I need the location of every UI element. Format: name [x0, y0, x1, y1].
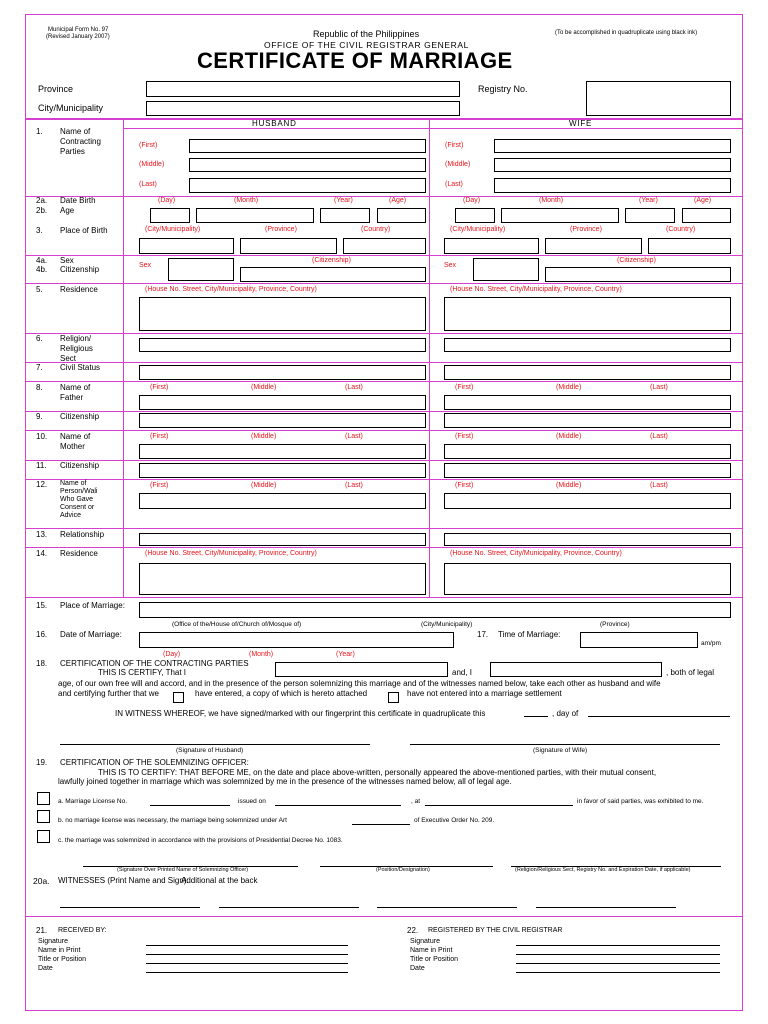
husband-middle-caption: (Middle) — [139, 161, 165, 168]
row-divider — [25, 381, 743, 382]
wife-civil-status-field[interactable] — [444, 365, 731, 380]
husband-year-caption: (Year) — [334, 197, 353, 204]
province-field[interactable] — [146, 81, 460, 97]
husband-province-caption: (Province) — [265, 226, 297, 233]
cert18-day-of: , day of — [552, 709, 579, 718]
item-number: 14. — [36, 549, 48, 558]
label-col-divider — [123, 118, 124, 598]
husband-consent-middle-caption: (Middle) — [251, 482, 277, 489]
row-divider — [25, 528, 743, 529]
city-caption: (City/Municipality) — [421, 621, 473, 628]
husband-month-caption: (Month) — [234, 197, 259, 204]
cert18-this-is: THIS IS CERTIFY, That I — [98, 668, 187, 677]
husband-first-name-field[interactable] — [189, 139, 426, 153]
wife-father-first-caption: (First) — [455, 384, 474, 391]
cert18-heading: CERTIFICATION OF THE CONTRACTING PARTIES — [60, 659, 249, 668]
wife-birth-year-field[interactable] — [625, 208, 675, 223]
husband-religion-field[interactable] — [139, 338, 426, 352]
husband-consent-last-caption: (Last) — [345, 482, 363, 489]
date-marriage-field[interactable] — [139, 632, 454, 648]
husband-citizenship-field[interactable] — [240, 267, 426, 282]
row-divider — [25, 479, 743, 480]
date-marriage-label: Date of Marriage: — [60, 630, 122, 639]
solemnizing-signature-caption: (Signature Over Printed Name of Solemnizing Officer) — [117, 867, 249, 873]
registered-position-label: Title or Position — [410, 956, 458, 963]
received-position-line[interactable] — [146, 963, 348, 964]
husband-age-caption: (Age) — [389, 197, 407, 204]
husband-birth-province-field[interactable] — [240, 238, 337, 254]
solemnizing-religion-caption: (Religion/Religious Sect, Registry No. and Expiration Date, if applicable) — [515, 867, 691, 873]
residence-label: Residence — [60, 285, 98, 294]
relationship-label: Relationship — [60, 530, 105, 539]
marriage-month-caption: (Month) — [249, 651, 274, 658]
husband-birth-month-field[interactable] — [196, 208, 314, 223]
place-marriage-field[interactable] — [139, 602, 731, 618]
wife-birth-country-field[interactable] — [648, 238, 731, 254]
license-place-line[interactable] — [425, 805, 573, 806]
husband-mother-middle-caption: (Middle) — [251, 433, 277, 440]
registered-position-line[interactable] — [516, 963, 720, 964]
wife-middle-name-field[interactable] — [494, 158, 731, 172]
row-divider — [25, 333, 743, 334]
party-one-name-field[interactable] — [275, 662, 448, 677]
husband-consent-first-caption: (First) — [150, 482, 169, 489]
option-b-checkbox[interactable] — [37, 810, 50, 823]
cert18-witness: IN WITNESS WHEREOF, we have signed/marked with our fingerprint this certificate in quadruplicate this — [115, 709, 486, 718]
wife-day-caption: (Day) — [463, 197, 481, 204]
wife-father-last-caption: (Last) — [650, 384, 668, 391]
wife-middle-caption: (Middle) — [445, 161, 471, 168]
husband-residence-field[interactable] — [139, 297, 426, 331]
received-date-label: Date — [38, 965, 53, 972]
wife-province-caption: (Province) — [570, 226, 602, 233]
option-b-label: b. no marriage license was necessary, the marriage being solemnized under Art — [58, 817, 287, 824]
registered-date-line[interactable] — [516, 972, 720, 973]
mid-col-divider — [429, 118, 430, 598]
name-contracting-label: Name of Contracting Parties — [60, 127, 101, 156]
city-label: City/Municipality — [38, 103, 104, 113]
husband-consent-residence-caption: (House No. Street, City/Municipality, Province, Country) — [145, 550, 317, 557]
form-revised: (Revised January 2007) — [46, 34, 110, 40]
witnesses-label: WITNESSES (Print Name and Sign): — [58, 876, 189, 885]
option-a-label: a. Marriage License No. — [58, 798, 128, 805]
wife-mother-first-caption: (First) — [455, 433, 474, 440]
license-number-line[interactable] — [150, 805, 230, 806]
cert19-heading: CERTIFICATION OF THE SOLEMNIZING OFFICER: — [60, 758, 249, 767]
license-date-line[interactable] — [275, 805, 401, 806]
registered-signature-label: Signature — [410, 938, 440, 945]
wife-residence-field[interactable] — [444, 297, 731, 331]
husband-father-last-caption: (Last) — [345, 384, 363, 391]
marriage-day-caption: (Day) — [163, 651, 181, 658]
row-divider — [25, 196, 743, 197]
husband-father-citizenship-field[interactable] — [139, 413, 426, 428]
item-number: 12. — [36, 480, 48, 489]
wife-citizenship-field[interactable] — [545, 267, 731, 282]
header-under-line — [123, 128, 743, 129]
table-bottom-border — [25, 597, 743, 598]
item-number: 13. — [36, 530, 48, 539]
cert19-line2: lawfully joined together in marriage which was solemnized by me in the presence of the witnesses named below, all of legal age. — [58, 777, 512, 786]
witness-line-1[interactable] — [60, 907, 200, 908]
registered-date-label: Date — [410, 965, 425, 972]
item-number: 4b. — [36, 265, 48, 274]
form-number: Municipal Form No. 97 — [48, 27, 109, 33]
husband-mother-citizenship-field[interactable] — [139, 463, 426, 478]
received-name-line[interactable] — [146, 954, 348, 955]
item-number: 11. — [36, 461, 47, 470]
witness-line-2[interactable] — [219, 907, 359, 908]
husband-middle-name-field[interactable] — [189, 158, 426, 172]
consent-label: Name of Person/Wali Who Gave Consent or Advice — [60, 480, 98, 519]
item-number: 2b. — [36, 206, 48, 215]
wife-birth-month-field[interactable] — [501, 208, 619, 223]
wife-consent-residence-field[interactable] — [444, 563, 731, 595]
wife-mother-citizenship-field[interactable] — [444, 463, 731, 478]
form-border-bottom — [25, 1010, 743, 1011]
item-number: 8. — [36, 383, 43, 392]
husband-father-middle-caption: (Middle) — [251, 384, 277, 391]
form-border-left — [25, 14, 26, 1011]
item-number: 5. — [36, 285, 43, 294]
husband-sex-field[interactable] — [168, 258, 234, 281]
item-number: 16. — [36, 630, 48, 639]
husband-mother-name-field[interactable] — [139, 444, 426, 459]
registered-title: REGISTERED BY THE CIVIL REGISTRAR — [428, 927, 563, 934]
wife-age-field[interactable] — [682, 208, 731, 223]
witness-line-3[interactable] — [377, 907, 517, 908]
item-number: 3. — [36, 226, 43, 235]
mother-label: Name of Mother — [60, 432, 91, 451]
witness-month-line[interactable] — [588, 716, 730, 717]
wife-residence-caption: (House No. Street, City/Municipality, Province, Country) — [450, 286, 622, 293]
place-birth-label: Place of Birth — [60, 226, 108, 235]
husband-country-caption: (Country) — [361, 226, 391, 233]
form-border-top — [25, 14, 743, 15]
husband-mother-last-caption: (Last) — [345, 433, 363, 440]
item-number: 17. — [477, 630, 489, 639]
marriage-year-caption: (Year) — [336, 651, 355, 658]
wife-age-caption: (Age) — [694, 197, 712, 204]
wife-year-caption: (Year) — [639, 197, 658, 204]
wife-birth-province-field[interactable] — [545, 238, 642, 254]
wife-mother-middle-caption: (Middle) — [556, 433, 582, 440]
husband-birth-city-field[interactable] — [139, 238, 234, 254]
civil-status-label: Civil Status — [60, 363, 101, 372]
option-c-label: c. the marriage was solemnized in accordance with the provisions of Presidential Decree No. 1083. — [58, 837, 343, 844]
place-marriage-label: Place of Marriage: — [60, 601, 125, 610]
office-heading: OFFICE OF THE CIVIL REGISTRAR GENERAL — [264, 40, 469, 50]
republic-heading: Republic of the Philippines — [313, 29, 420, 39]
office-of-caption: (Office of the/House of/Church of/Mosque of) — [172, 621, 302, 628]
solemnizing-position-caption: (Position/Designation) — [376, 867, 430, 873]
age-label: Age — [60, 206, 75, 215]
wife-religion-field[interactable] — [444, 338, 731, 352]
article-number-line[interactable] — [352, 824, 410, 825]
wife-mother-last-caption: (Last) — [650, 433, 668, 440]
option-c-checkbox[interactable] — [37, 830, 50, 843]
wife-city-caption: (City/Municipality) — [450, 226, 506, 233]
row-divider — [25, 430, 743, 431]
item-number: 21. — [36, 926, 48, 935]
registry-field[interactable] — [586, 81, 731, 116]
row-divider — [25, 460, 743, 461]
row-divider — [25, 362, 743, 363]
cert18-both: , both of legal — [666, 668, 715, 677]
item-number: 18. — [36, 659, 48, 668]
wife-consent-last-caption: (Last) — [650, 482, 668, 489]
husband-day-caption: (Day) — [158, 197, 176, 204]
wife-father-middle-caption: (Middle) — [556, 384, 582, 391]
husband-civil-status-field[interactable] — [139, 365, 426, 380]
husband-city-caption: (City/Municipality) — [145, 226, 201, 233]
item-number: 22. — [407, 926, 419, 935]
party-two-name-field[interactable] — [490, 662, 662, 677]
cert18-and-i: and, I — [452, 668, 473, 677]
time-marriage-field[interactable] — [580, 632, 698, 648]
witnesses-extra: Additional at the back — [181, 876, 258, 885]
item-number: 9. — [36, 412, 43, 421]
province-label: Province — [38, 84, 74, 94]
cert18-not-entered: have not entered into a marriage settlement — [407, 689, 562, 698]
witness-line-4[interactable] — [536, 907, 676, 908]
received-signature-line[interactable] — [146, 945, 348, 946]
item-number: 6. — [36, 334, 43, 343]
wife-country-caption: (Country) — [666, 226, 696, 233]
received-title: RECEIVED BY: — [58, 927, 107, 934]
cert18-entered: have entered, a copy of which is hereto attached — [195, 689, 368, 698]
received-date-line[interactable] — [146, 972, 348, 973]
wife-consent-middle-caption: (Middle) — [556, 482, 582, 489]
husband-birth-day-field[interactable] — [150, 208, 190, 223]
wife-father-citizenship-field[interactable] — [444, 413, 731, 428]
husband-heading: HUSBAND — [252, 119, 297, 128]
row-divider — [25, 547, 743, 548]
ampm-label: am/pm — [701, 640, 721, 647]
page-title: CERTIFICATE OF MARRIAGE — [197, 48, 513, 73]
wife-father-name-field[interactable] — [444, 395, 731, 410]
wife-citizenship-caption: (Citizenship) — [617, 257, 656, 264]
husband-consent-name-field[interactable] — [139, 493, 426, 509]
received-signature-label: Signature — [38, 938, 68, 945]
citizenship-label: Citizenship — [60, 265, 100, 274]
registry-label: Registry No. — [478, 84, 528, 94]
cert19-line1: THIS IS TO CERTIFY: THAT BEFORE ME, on the date and place above-written, personally appeared the above-mentioned parties, with their mutual consent, — [98, 768, 657, 777]
wife-month-caption: (Month) — [539, 197, 564, 204]
residence-14-label: Residence — [60, 549, 98, 558]
witness-day-line[interactable] — [524, 716, 548, 717]
wife-heading: WIFE — [569, 119, 593, 128]
option-a-at: , at — [411, 798, 421, 805]
wife-consent-name-field[interactable] — [444, 493, 731, 509]
option-a-favor: in favor of said parties, was exhibited to me. — [577, 798, 704, 805]
received-position-label: Title or Position — [38, 956, 86, 963]
religion-label: Religion/ Religious Sect — [60, 334, 93, 363]
city-field[interactable] — [146, 101, 460, 116]
wife-last-name-field[interactable] — [494, 178, 731, 193]
citizenship-9-label: Citizenship — [60, 412, 100, 421]
wife-first-name-field[interactable] — [494, 139, 731, 153]
settlement-entered-checkbox[interactable] — [173, 692, 184, 703]
received-name-label: Name in Print — [38, 947, 81, 954]
option-a-checkbox[interactable] — [37, 792, 50, 805]
registered-name-line[interactable] — [516, 954, 720, 955]
wife-signature-line[interactable] — [410, 744, 720, 745]
table-top-border — [25, 118, 743, 120]
wife-relationship-field[interactable] — [444, 533, 731, 546]
wife-sex-field[interactable] — [473, 258, 539, 281]
section-divider — [25, 916, 743, 917]
date-birth-label: Date Birth — [60, 196, 96, 205]
ink-note: (To be accomplished in quadruplicate using black ink) — [555, 30, 698, 36]
cert18-line3: and certifying further that we — [58, 689, 159, 698]
husband-mother-first-caption: (First) — [150, 433, 169, 440]
registered-name-label: Name in Print — [410, 947, 453, 954]
province-caption: (Province) — [600, 621, 630, 628]
item-number: 10. — [36, 432, 48, 441]
husband-signature-line[interactable] — [60, 744, 370, 745]
wife-last-caption: (Last) — [445, 181, 463, 188]
row-divider — [25, 283, 743, 284]
wife-first-caption: (First) — [445, 142, 464, 149]
item-number: 4a. — [36, 256, 48, 265]
cert18-line2: age, of our own free will and accord, and in the presence of the person solemnizing this marriage and of the witnesses named below, take each other as husband and wife — [58, 679, 661, 688]
husband-sex-caption: Sex — [139, 262, 152, 269]
husband-father-first-caption: (First) — [150, 384, 169, 391]
item-number: 15. — [36, 601, 48, 610]
item-number: 7. — [36, 363, 43, 372]
husband-father-name-field[interactable] — [139, 395, 426, 410]
option-b-eo: of Executive Order No. 209. — [414, 817, 495, 824]
item-number: 1. — [36, 127, 43, 136]
wife-mother-name-field[interactable] — [444, 444, 731, 459]
husband-relationship-field[interactable] — [139, 533, 426, 546]
husband-signature-caption: (Signature of Husband) — [176, 747, 244, 754]
settlement-not-entered-checkbox[interactable] — [388, 692, 399, 703]
item-number: 19. — [36, 758, 48, 767]
father-label: Name of Father — [60, 383, 91, 402]
option-a-issued: issued on — [238, 798, 266, 805]
wife-birth-city-field[interactable] — [444, 238, 539, 254]
husband-birth-country-field[interactable] — [343, 238, 426, 254]
wife-birth-day-field[interactable] — [455, 208, 495, 223]
time-marriage-label: Time of Marriage: — [498, 630, 561, 639]
husband-consent-residence-field[interactable] — [139, 563, 426, 595]
row-divider — [25, 411, 743, 412]
item-number: 2a. — [36, 196, 48, 205]
citizenship-11-label: Citizenship — [60, 461, 100, 470]
registered-signature-line[interactable] — [516, 945, 720, 946]
item-number: 20a. — [33, 876, 50, 886]
sex-label: Sex — [60, 256, 74, 265]
wife-signature-caption: (Signature of Wife) — [533, 747, 588, 754]
husband-first-caption: (First) — [139, 142, 158, 149]
wife-consent-residence-caption: (House No. Street, City/Municipality, Province, Country) — [450, 550, 622, 557]
wife-consent-first-caption: (First) — [455, 482, 474, 489]
husband-birth-year-field[interactable] — [320, 208, 370, 223]
husband-age-field[interactable] — [377, 208, 426, 223]
husband-last-name-field[interactable] — [189, 178, 426, 193]
husband-last-caption: (Last) — [139, 181, 157, 188]
wife-sex-caption: Sex — [444, 262, 457, 269]
husband-residence-caption: (House No. Street, City/Municipality, Province, Country) — [145, 286, 317, 293]
form-border-right — [742, 14, 743, 1011]
husband-citizenship-caption: (Citizenship) — [312, 257, 351, 264]
